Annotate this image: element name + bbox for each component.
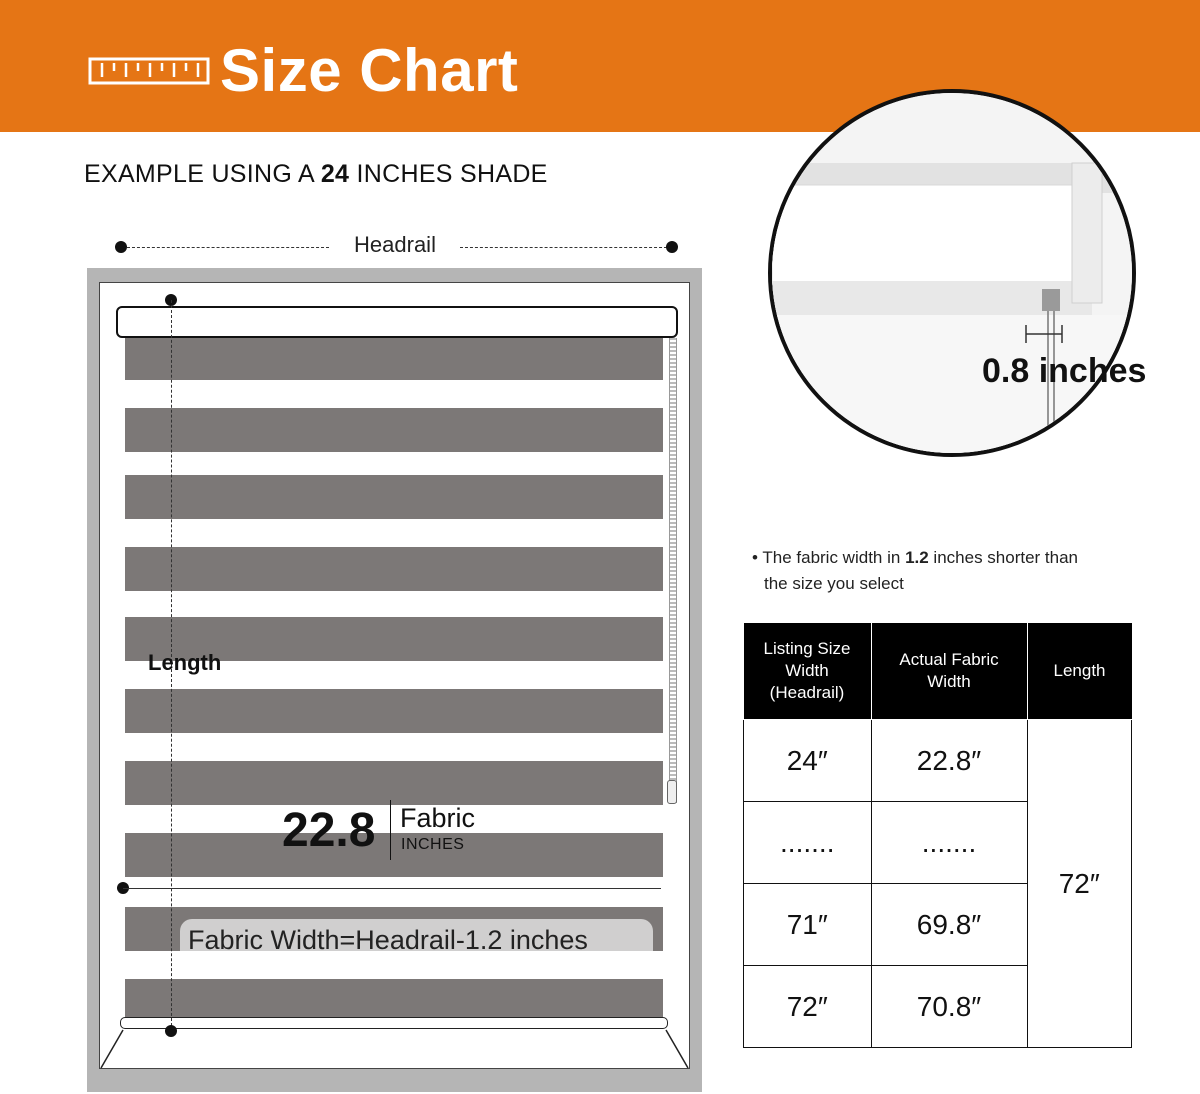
formula-text: Fabric Width=Headrail-1.2 inches	[188, 925, 588, 955]
fabric-stripe	[125, 689, 663, 733]
fabric-width-note: • The fabric width in 1.2 inches shorter than the size you select	[752, 548, 1079, 593]
headrail-dimension-line-left	[127, 247, 329, 248]
table-header-row	[744, 623, 1132, 720]
perspective-lines	[99, 1028, 690, 1070]
headrail-label: Headrail	[354, 232, 436, 257]
fabric-stripe	[125, 475, 663, 519]
headrail-left-dot	[115, 241, 127, 253]
size-table	[743, 623, 1132, 1048]
fabric-stripe	[125, 761, 663, 805]
fabric-stripe	[125, 547, 663, 591]
listing-size-cell: 24″	[744, 720, 872, 802]
fabric-label: Fabric	[400, 803, 476, 833]
listing-size-cell: 72″	[744, 966, 872, 1048]
listing-size-cell: .......	[744, 802, 872, 884]
actual-width-cell: 70.8″	[871, 966, 1027, 1048]
inches-label: INCHES	[401, 836, 465, 853]
length-label: Length	[148, 650, 222, 675]
headrail-dimension-line-right	[460, 247, 667, 248]
example-subtitle: EXAMPLE USING A 24 INCHES SHADE	[84, 160, 548, 188]
fabric-width-value: 22.8	[282, 804, 376, 857]
listing-size-cell: 71″	[744, 884, 872, 966]
zoom-illustration	[772, 93, 1136, 457]
chain-end	[667, 780, 677, 804]
fabric-stripe	[125, 979, 663, 1017]
header-listing-size: Listing Size Width (Headrail)	[744, 623, 872, 720]
fabric-stripe	[125, 408, 663, 452]
actual-width-cell: .......	[871, 802, 1027, 884]
length-cell: 72″	[1027, 720, 1132, 1048]
header-actual-width: Actual Fabric Width	[871, 623, 1027, 720]
value-separator	[390, 800, 391, 860]
table-row	[744, 720, 1132, 802]
pull-chain	[669, 338, 677, 803]
length-bottom-dot	[165, 1025, 177, 1037]
page-title: Size Chart	[220, 37, 519, 104]
header-length: Length	[1027, 623, 1132, 720]
headrail-tube	[116, 306, 678, 338]
headrail-right-dot	[666, 241, 678, 253]
zoom-measurement-label: 0.8 inches	[982, 352, 1147, 390]
fabric-dimension-line	[123, 888, 661, 889]
headrail-zoom-circle	[768, 89, 1136, 457]
actual-width-cell: 69.8″	[871, 884, 1027, 966]
fabric-stripe	[125, 833, 663, 877]
ruler-icon	[88, 55, 210, 87]
actual-width-cell: 22.8″	[871, 720, 1027, 802]
fabric-stripe	[125, 338, 663, 380]
